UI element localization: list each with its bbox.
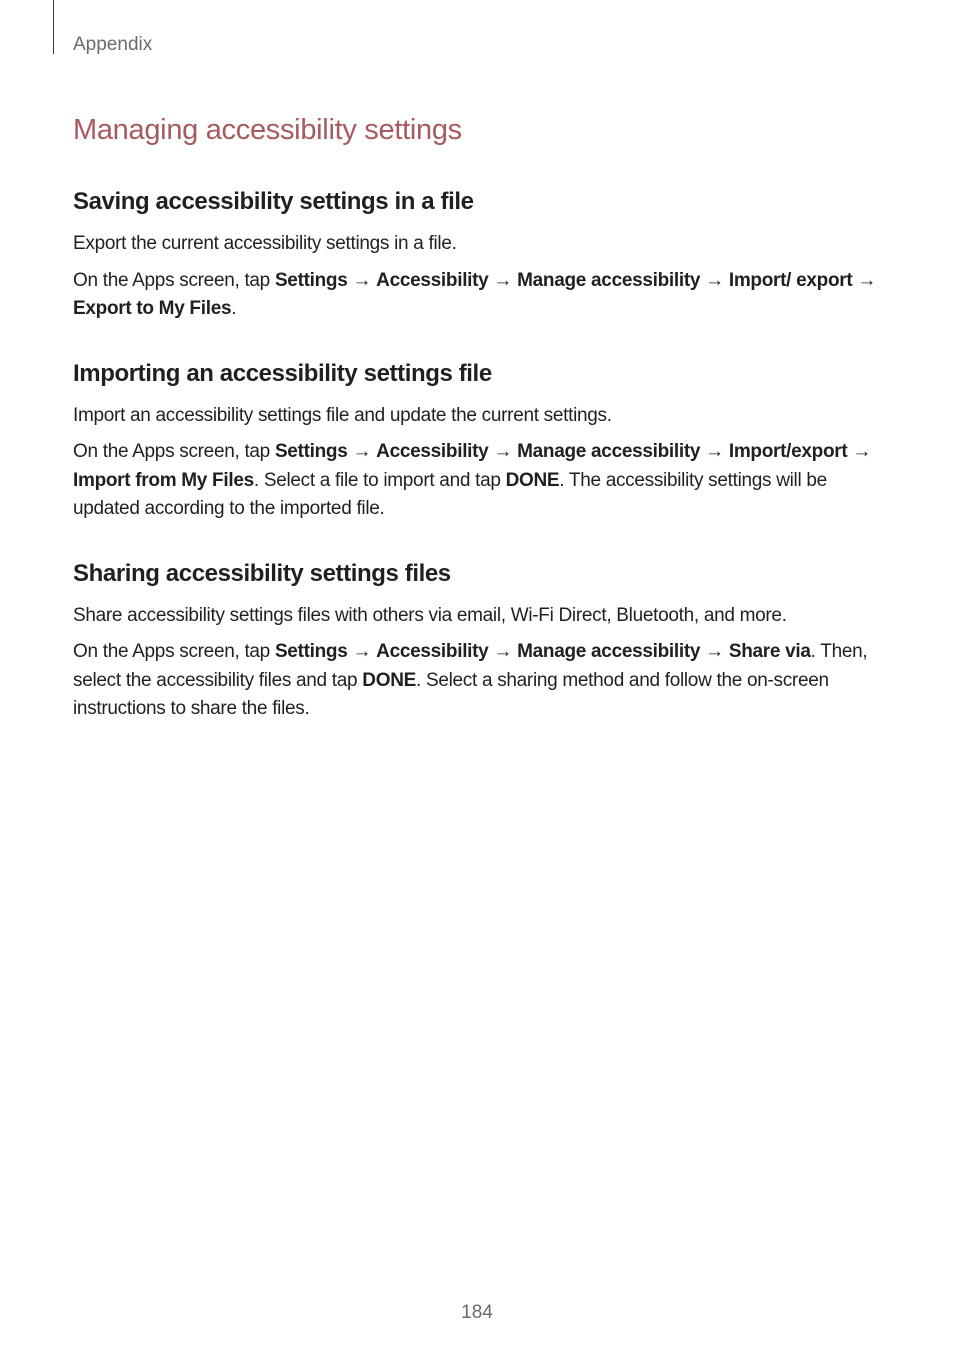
menu-item-share-via: Share via: [728, 641, 811, 662]
arrow-icon: →: [347, 441, 377, 462]
button-label-done: DONE: [362, 669, 416, 691]
step-text: .: [231, 298, 237, 319]
menu-item-settings: Settings: [274, 269, 348, 291]
menu-item-import-from-my-files: Import from My Files: [73, 469, 254, 491]
section-intro: Share accessibility settings files with others via email, Wi-Fi Direct, Bluetooth, and more.: [73, 604, 787, 626]
arrow-icon: →: [700, 641, 729, 662]
section-heading: Sharing accessibility settings files: [73, 559, 451, 587]
section-saving: [73, 186, 888, 324]
section-intro: Export the current accessibility settings in a file.: [73, 233, 457, 254]
button-label-done: DONE: [505, 469, 560, 491]
arrow-icon: →: [347, 269, 377, 291]
step-text: . The accessibility settings will be updated according to the imported file.: [73, 469, 827, 519]
arrow-icon: →: [488, 441, 518, 462]
arrow-icon: →: [700, 269, 729, 291]
section-sharing: [73, 558, 888, 724]
menu-item-settings: Settings: [274, 641, 348, 662]
arrow-icon: →: [488, 641, 518, 662]
menu-item-accessibility: Accessibility: [376, 269, 489, 291]
arrow-icon: →: [488, 269, 518, 291]
arrow-icon: →: [347, 641, 377, 662]
page-title: Managing accessibility settings: [73, 114, 462, 146]
menu-item-settings: Settings: [274, 441, 348, 462]
menu-item-import-export: Import/ export: [728, 269, 853, 291]
instruction-steps: [73, 438, 888, 524]
menu-item-manage-accessibility: Manage accessibility: [517, 269, 701, 291]
page-content: [73, 110, 888, 758]
menu-item-manage-accessibility: Manage accessibility: [517, 641, 701, 662]
running-header: Appendix: [73, 34, 153, 55]
step-text: On the Apps screen, tap: [73, 641, 275, 662]
section-importing: [73, 358, 888, 524]
arrow-icon: →: [700, 441, 729, 462]
arrow-icon: →: [852, 269, 877, 291]
step-text: On the Apps screen, tap: [73, 269, 275, 291]
page-number: 184: [461, 1302, 493, 1323]
menu-item-accessibility: Accessibility: [376, 641, 489, 662]
menu-item-accessibility: Accessibility: [376, 441, 489, 462]
section-heading: Saving accessibility settings in a file: [73, 188, 474, 215]
arrow-icon: →: [847, 441, 872, 462]
margin-rule: [53, 0, 54, 54]
menu-item-manage-accessibility: Manage accessibility: [517, 441, 701, 462]
section-heading: Importing an accessibility settings file: [73, 359, 492, 387]
step-text: . Then, select the accessibility files and tap: [73, 641, 868, 691]
menu-item-import-export: Import/export: [728, 441, 848, 462]
step-text: . Select a file to import and tap: [253, 469, 506, 491]
menu-item-export-to-my-files: Export to My Files: [73, 298, 232, 319]
section-intro: Import an accessibility settings file and update the current settings.: [73, 404, 612, 426]
instruction-steps: [73, 638, 888, 724]
step-text: . Select a sharing method and follow the on-screen instructions to share the files.: [73, 669, 829, 719]
instruction-steps: [73, 267, 888, 324]
step-text: On the Apps screen, tap: [73, 441, 275, 462]
